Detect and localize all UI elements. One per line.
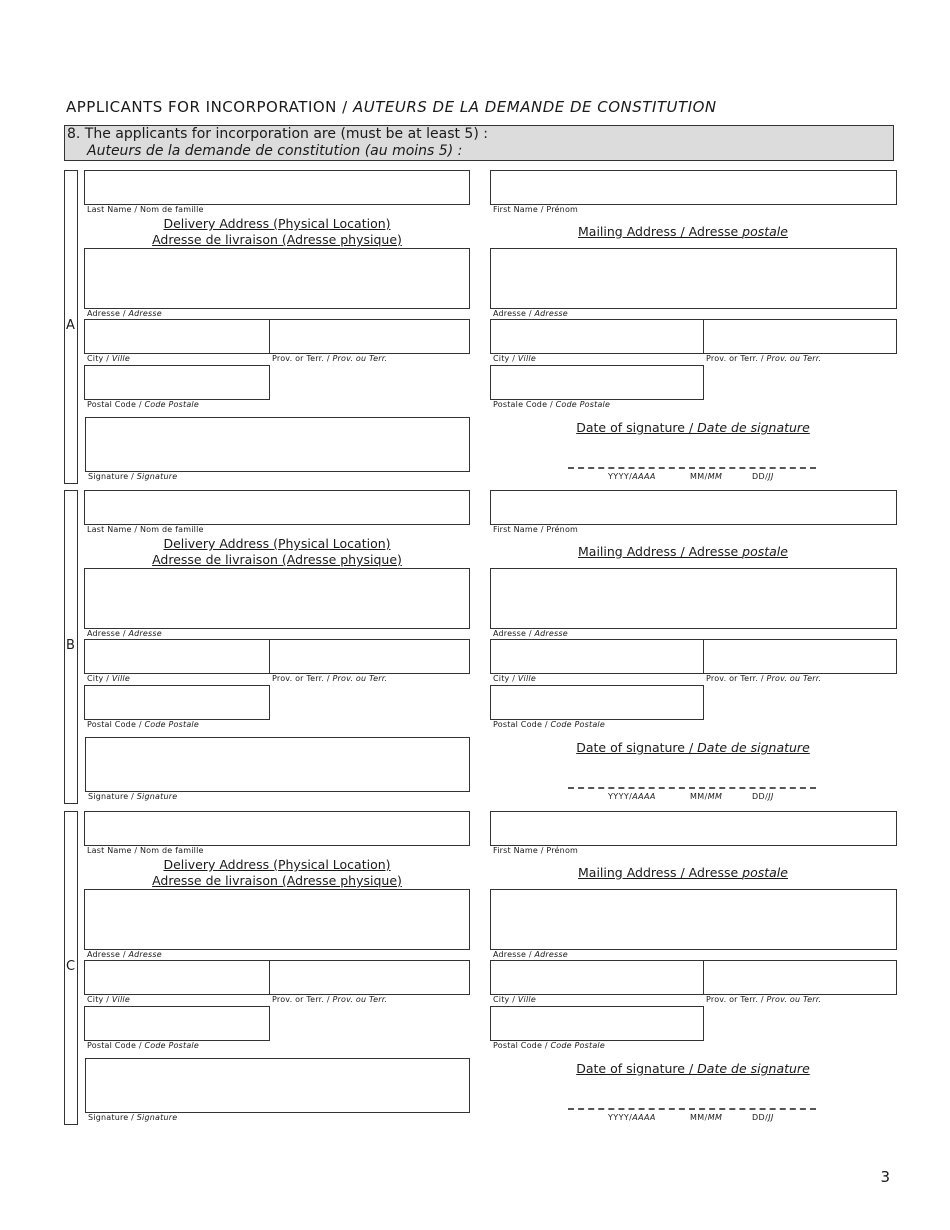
dd-en: DD/ xyxy=(752,472,769,481)
signature-label-fr: Signature xyxy=(136,472,178,481)
date-signature-line[interactable] xyxy=(568,1108,816,1110)
delivery-city-field[interactable] xyxy=(84,960,270,995)
page-heading xyxy=(66,98,717,116)
delivery-prov-field[interactable] xyxy=(269,960,470,995)
question-8-box xyxy=(64,125,894,161)
date-header-fr: Date de signature xyxy=(697,1061,810,1076)
mailing-address-header xyxy=(490,224,876,239)
yyyy-en: YYYY/ xyxy=(608,1113,633,1122)
mailing-address-header xyxy=(490,865,876,880)
yyyy-fr: AAAA xyxy=(632,472,656,481)
mailing-city-field[interactable] xyxy=(490,639,704,674)
mailing-prov-field[interactable] xyxy=(703,639,897,674)
mailing-postal-code-field[interactable] xyxy=(490,365,704,400)
mailing-prov-field[interactable] xyxy=(703,319,897,354)
last-name-label: Last Name / Nom de famille xyxy=(87,205,204,214)
first-name-field[interactable] xyxy=(490,170,897,205)
delivery-city-field[interactable] xyxy=(84,319,270,354)
signature-field[interactable] xyxy=(85,1058,470,1113)
question-8-line-en: 8. The applicants for incorporation are (must be at least 5) : xyxy=(67,126,488,142)
mailing-postal-code-label xyxy=(493,400,610,409)
postal-label-fr: Code Postale xyxy=(144,1041,199,1050)
mailing-prov-field[interactable] xyxy=(703,960,897,995)
date-header-en: Date of signature / xyxy=(576,420,698,435)
mailing-header-en: Mailing Address / Adresse xyxy=(578,544,743,559)
applicant-section xyxy=(0,170,950,486)
signature-label xyxy=(88,1113,177,1122)
delivery-postal-code-field[interactable] xyxy=(84,685,270,720)
postal-label-en: Postale Code / xyxy=(493,400,556,409)
last-name-label: Last Name / Nom de famille xyxy=(87,846,204,855)
date-header-fr: Date de signature xyxy=(697,740,810,755)
prov-label-fr: Prov. ou Terr. xyxy=(766,995,822,1004)
delivery-city-field[interactable] xyxy=(84,639,270,674)
delivery-address-field[interactable] xyxy=(84,889,470,950)
prov-label-en: Prov. or Terr. / xyxy=(272,995,333,1004)
address-label-fr: Adresse xyxy=(534,950,568,959)
dd-fr: JJ xyxy=(768,472,774,481)
address-label-fr: Adresse xyxy=(534,309,568,318)
address-label-en: Adresse / xyxy=(87,629,129,638)
signature-label xyxy=(88,792,177,801)
first-name-label: First Name / Prénom xyxy=(493,205,579,214)
delivery-address-header-en: Delivery Address (Physical Location) xyxy=(163,216,391,231)
date-header-en: Date of signature / xyxy=(576,740,698,755)
applicant-section xyxy=(0,811,950,1127)
mm-en: MM/ xyxy=(690,1113,708,1122)
signature-label-en: Signature / xyxy=(88,792,137,801)
address-label-en: Adresse / xyxy=(493,309,535,318)
prov-label-en: Prov. or Terr. / xyxy=(706,674,767,683)
postal-label-fr: Code Postale xyxy=(555,400,611,409)
mailing-prov-label xyxy=(706,354,821,363)
postal-label-en: Postal Code / xyxy=(87,1041,145,1050)
delivery-address-label xyxy=(87,309,162,318)
delivery-address-label xyxy=(87,629,162,638)
mailing-address-header xyxy=(490,544,876,559)
mailing-address-field[interactable] xyxy=(490,248,897,309)
address-label-fr: Adresse xyxy=(534,629,568,638)
delivery-address-header-fr: Adresse de livraison (Adresse physique) xyxy=(152,873,402,888)
delivery-prov-field[interactable] xyxy=(269,639,470,674)
heading-fr: AUTEURS DE LA DEMANDE DE CONSTITUTION xyxy=(352,98,717,116)
mm-fr: MM xyxy=(707,1113,723,1122)
signature-label xyxy=(88,472,177,481)
delivery-postal-code-label xyxy=(87,1041,199,1050)
delivery-address-header-en: Delivery Address (Physical Location) xyxy=(163,536,391,551)
city-label-en: City / xyxy=(493,354,518,363)
mailing-address-field[interactable] xyxy=(490,889,897,950)
prov-label-fr: Prov. ou Terr. xyxy=(332,354,388,363)
delivery-postal-code-field[interactable] xyxy=(84,365,270,400)
mm-en: MM/ xyxy=(690,792,708,801)
mailing-city-label xyxy=(493,674,536,683)
section-letter: C xyxy=(66,959,76,974)
last-name-field[interactable] xyxy=(84,490,470,525)
postal-label-en: Postal Code / xyxy=(493,720,551,729)
question-8-line-fr: Auteurs de la demande de constitution (au moins 5) : xyxy=(87,143,463,159)
city-label-fr: Ville xyxy=(111,995,130,1004)
delivery-address-field[interactable] xyxy=(84,248,470,309)
delivery-city-label xyxy=(87,354,130,363)
delivery-city-label xyxy=(87,995,130,1004)
applicant-section xyxy=(0,490,950,806)
prov-label-fr: Prov. ou Terr. xyxy=(766,674,822,683)
address-label-en: Adresse / xyxy=(87,309,129,318)
address-label-en: Adresse / xyxy=(493,950,535,959)
dd-fr: JJ xyxy=(768,792,774,801)
mailing-postal-code-label xyxy=(493,720,605,729)
page-number: 3 xyxy=(880,1168,890,1186)
date-signature-line[interactable] xyxy=(568,467,816,469)
yyyy-fr: AAAA xyxy=(632,1113,656,1122)
mailing-address-label xyxy=(493,629,568,638)
date-mm-label xyxy=(690,472,722,481)
postal-label-en: Postal Code / xyxy=(87,400,145,409)
date-of-signature-header xyxy=(490,420,896,435)
address-label-en: Adresse / xyxy=(493,629,535,638)
address-label-fr: Adresse xyxy=(128,629,162,638)
city-label-en: City / xyxy=(87,674,112,683)
first-name-field[interactable] xyxy=(490,490,897,525)
city-label-fr: Ville xyxy=(111,674,130,683)
city-label-en: City / xyxy=(493,995,518,1004)
mailing-address-label xyxy=(493,950,568,959)
last-name-field[interactable] xyxy=(84,811,470,846)
date-mm-label xyxy=(690,792,722,801)
yyyy-en: YYYY/ xyxy=(608,792,633,801)
section-letter: B xyxy=(66,638,75,653)
address-label-en: Adresse / xyxy=(87,950,129,959)
delivery-address-field[interactable] xyxy=(84,568,470,629)
postal-label-en: Postal Code / xyxy=(87,720,145,729)
mailing-postal-code-label xyxy=(493,1041,605,1050)
mm-fr: MM xyxy=(707,792,723,801)
mailing-prov-label xyxy=(706,995,821,1004)
mailing-city-label xyxy=(493,354,536,363)
address-label-fr: Adresse xyxy=(128,950,162,959)
address-label-fr: Adresse xyxy=(128,309,162,318)
yyyy-en: YYYY/ xyxy=(608,472,633,481)
date-yyyy-label xyxy=(608,1113,656,1122)
first-name-label: First Name / Prénom xyxy=(493,525,579,534)
delivery-address-header-en: Delivery Address (Physical Location) xyxy=(163,857,391,872)
mailing-header-fr: postale xyxy=(742,865,788,880)
city-label-en: City / xyxy=(87,995,112,1004)
date-dd-label xyxy=(752,792,774,801)
section-letter: A xyxy=(66,318,75,333)
yyyy-fr: AAAA xyxy=(632,792,656,801)
city-label-fr: Ville xyxy=(517,354,536,363)
mailing-address-field[interactable] xyxy=(490,568,897,629)
mailing-address-label xyxy=(493,309,568,318)
mm-fr: MM xyxy=(707,472,723,481)
last-name-label: Last Name / Nom de famille xyxy=(87,525,204,534)
prov-label-en: Prov. or Terr. / xyxy=(706,354,767,363)
mailing-postal-code-field[interactable] xyxy=(490,1006,704,1041)
dd-en: DD/ xyxy=(752,792,769,801)
prov-label-en: Prov. or Terr. / xyxy=(272,354,333,363)
mailing-header-fr: postale xyxy=(742,224,788,239)
mailing-prov-label xyxy=(706,674,821,683)
postal-label-fr: Code Postale xyxy=(550,720,605,729)
date-mm-label xyxy=(690,1113,722,1122)
postal-label-en: Postal Code / xyxy=(493,1041,551,1050)
first-name-label: First Name / Prénom xyxy=(493,846,579,855)
signature-label-fr: Signature xyxy=(136,792,178,801)
prov-label-fr: Prov. ou Terr. xyxy=(766,354,822,363)
city-label-en: City / xyxy=(87,354,112,363)
prov-label-fr: Prov. ou Terr. xyxy=(332,995,388,1004)
dd-en: DD/ xyxy=(752,1113,769,1122)
postal-label-fr: Code Postale xyxy=(144,400,199,409)
city-label-en: City / xyxy=(493,674,518,683)
prov-label-en: Prov. or Terr. / xyxy=(272,674,333,683)
delivery-city-label xyxy=(87,674,130,683)
signature-label-en: Signature / xyxy=(88,1113,137,1122)
city-label-fr: Ville xyxy=(517,995,536,1004)
heading-en: APPLICANTS FOR INCORPORATION / xyxy=(66,98,353,116)
date-header-en: Date of signature / xyxy=(576,1061,698,1076)
dd-fr: JJ xyxy=(768,1113,774,1122)
signature-field[interactable] xyxy=(85,737,470,792)
city-label-fr: Ville xyxy=(111,354,130,363)
mailing-city-field[interactable] xyxy=(490,960,704,995)
delivery-postal-code-label xyxy=(87,720,199,729)
prov-label-fr: Prov. ou Terr. xyxy=(332,674,388,683)
delivery-prov-label xyxy=(272,995,387,1004)
delivery-prov-field[interactable] xyxy=(269,319,470,354)
delivery-address-label xyxy=(87,950,162,959)
first-name-field[interactable] xyxy=(490,811,897,846)
date-of-signature-header xyxy=(490,740,896,755)
signature-field[interactable] xyxy=(85,417,470,472)
mailing-city-label xyxy=(493,995,536,1004)
signature-label-fr: Signature xyxy=(136,1113,178,1122)
date-dd-label xyxy=(752,1113,774,1122)
prov-label-en: Prov. or Terr. / xyxy=(706,995,767,1004)
date-of-signature-header xyxy=(490,1061,896,1076)
mailing-header-en: Mailing Address / Adresse xyxy=(578,865,743,880)
delivery-address-header-fr: Adresse de livraison (Adresse physique) xyxy=(152,552,402,567)
date-header-fr: Date de signature xyxy=(697,420,810,435)
mailing-header-en: Mailing Address / Adresse xyxy=(578,224,743,239)
postal-label-fr: Code Postale xyxy=(550,1041,605,1050)
last-name-field[interactable] xyxy=(84,170,470,205)
date-dd-label xyxy=(752,472,774,481)
signature-label-en: Signature / xyxy=(88,472,137,481)
delivery-prov-label xyxy=(272,674,387,683)
delivery-prov-label xyxy=(272,354,387,363)
mm-en: MM/ xyxy=(690,472,708,481)
date-yyyy-label xyxy=(608,472,656,481)
delivery-postal-code-field[interactable] xyxy=(84,1006,270,1041)
postal-label-fr: Code Postale xyxy=(144,720,199,729)
date-yyyy-label xyxy=(608,792,656,801)
delivery-postal-code-label xyxy=(87,400,199,409)
city-label-fr: Ville xyxy=(517,674,536,683)
delivery-address-header-fr: Adresse de livraison (Adresse physique) xyxy=(152,232,402,247)
mailing-postal-code-field[interactable] xyxy=(490,685,704,720)
mailing-header-fr: postale xyxy=(742,544,788,559)
mailing-city-field[interactable] xyxy=(490,319,704,354)
date-signature-line[interactable] xyxy=(568,787,816,789)
